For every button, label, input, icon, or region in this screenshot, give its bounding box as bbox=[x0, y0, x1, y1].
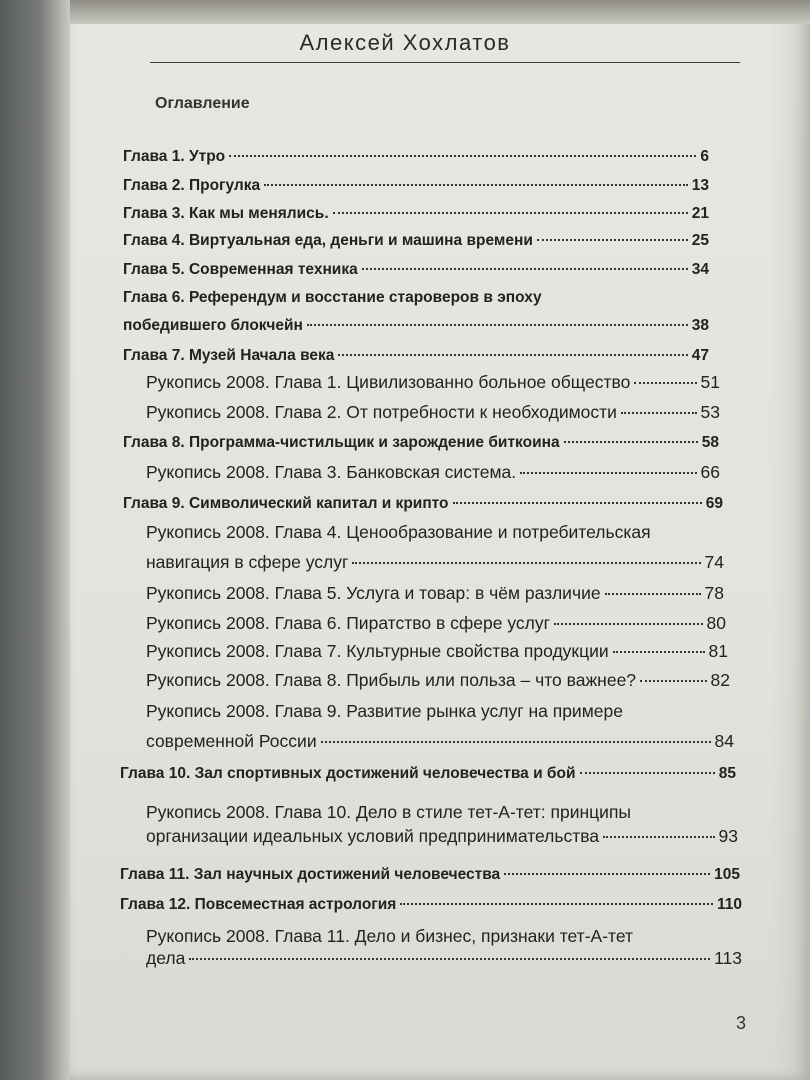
toc-entry-page: 78 bbox=[704, 583, 724, 603]
toc-entry-page: 53 bbox=[700, 402, 720, 422]
toc-entry-title: Рукопись 2008. Глава 6. Пиратство в сфере услуг bbox=[146, 613, 550, 633]
toc-entry-title: Рукопись 2008. Глава 3. Банковская система. bbox=[146, 462, 517, 482]
toc-entry-page: 110 bbox=[716, 896, 742, 913]
toc-entry-page: 34 bbox=[691, 261, 709, 278]
toc-entry[interactable] bbox=[120, 896, 742, 914]
toc-entry-title: Глава 4. Виртуальная еда, деньги и машина времени bbox=[123, 232, 533, 249]
toc-leader bbox=[307, 324, 688, 326]
toc-entry-page: 69 bbox=[705, 495, 723, 512]
toc-entry-title: современной России bbox=[146, 731, 317, 751]
header-rule bbox=[150, 62, 740, 63]
toc-entry-title: организации идеальных условий предпринимательства bbox=[146, 826, 600, 846]
toc-entry[interactable] bbox=[123, 434, 719, 452]
toc-entry-title: Глава 7. Музей Начала века bbox=[123, 347, 335, 364]
toc-subentry[interactable] bbox=[146, 948, 742, 969]
toc-entry-page: 84 bbox=[714, 731, 734, 751]
toc-entry-page: 66 bbox=[700, 462, 720, 482]
toc-leader bbox=[640, 680, 706, 682]
toc-entry-title: Глава 12. Повсеместная астрология bbox=[120, 896, 397, 913]
toc-subentry-title-line1: Рукопись 2008. Глава 10. Дело в стиле тет-А-тет: принципы bbox=[146, 802, 632, 822]
toc-entry-title: Рукопись 2008. Глава 1. Цивилизованно больное общество bbox=[146, 372, 631, 392]
toc-subentry[interactable] bbox=[146, 372, 720, 393]
toc-entry[interactable] bbox=[120, 765, 736, 783]
toc-entry[interactable] bbox=[123, 261, 709, 279]
toc-entry-page: 21 bbox=[691, 205, 709, 222]
page-right-shadow bbox=[770, 24, 810, 1080]
toc-subentry[interactable] bbox=[146, 402, 720, 423]
toc-leader bbox=[333, 212, 688, 214]
toc-subentry[interactable] bbox=[146, 731, 734, 752]
toc-entry-title: навигация в сфере услуг bbox=[146, 552, 349, 572]
toc-subentry[interactable] bbox=[146, 826, 738, 847]
toc-leader bbox=[580, 772, 715, 774]
toc-leader bbox=[621, 412, 697, 414]
toc-entry-title: Глава 1. Утро bbox=[123, 148, 226, 165]
toc-entry-page: 80 bbox=[706, 613, 726, 633]
toc-entry[interactable] bbox=[120, 866, 740, 884]
toc-entry[interactable] bbox=[123, 177, 709, 195]
toc-leader bbox=[554, 623, 703, 625]
toc-entry-page: 6 bbox=[700, 148, 709, 165]
toc-entry-page: 13 bbox=[691, 177, 709, 194]
toc-leader bbox=[264, 184, 688, 186]
toc-entry-page: 58 bbox=[701, 434, 719, 451]
toc-entry[interactable] bbox=[123, 495, 723, 513]
toc-entry-page: 85 bbox=[718, 765, 736, 782]
toc-subentry[interactable] bbox=[146, 462, 720, 483]
toc-subentry[interactable] bbox=[146, 552, 724, 573]
toc-entry-title: Глава 3. Как мы менялись. bbox=[123, 205, 329, 222]
toc-entry[interactable] bbox=[123, 148, 709, 166]
toc-entry[interactable] bbox=[123, 205, 709, 223]
page-number: 3 bbox=[736, 1013, 747, 1033]
toc-entry-title: победившего блокчейн bbox=[123, 317, 303, 334]
toc-leader bbox=[400, 903, 713, 905]
toc-leader bbox=[634, 382, 696, 384]
toc-subentry-title-line1: Рукопись 2008. Глава 9. Развитие рынка услуг на примере bbox=[146, 701, 623, 721]
toc-leader bbox=[504, 873, 710, 875]
toc-entry-title: Глава 5. Современная техника bbox=[123, 261, 358, 278]
toc-entry-page: 25 bbox=[691, 232, 709, 249]
toc-leader bbox=[362, 268, 688, 270]
toc-entry-page: 81 bbox=[708, 641, 728, 661]
toc-subentry-title-line1: Рукопись 2008. Глава 4. Ценообразование и потребительская bbox=[146, 522, 651, 542]
toc-entry[interactable] bbox=[123, 347, 709, 365]
toc-subentry-title-line1: Рукопись 2008. Глава 11. Дело и бизнес, признаки тет-А-тет bbox=[146, 926, 634, 946]
toc-entry-page: 51 bbox=[700, 372, 720, 392]
toc-entry-title: Глава 2. Прогулка bbox=[123, 177, 261, 194]
toc-leader bbox=[229, 155, 696, 157]
toc-entry-title: Рукопись 2008. Глава 7. Культурные свойства продукции bbox=[146, 641, 609, 661]
toc-subentry[interactable] bbox=[146, 641, 728, 662]
running-header-author: Алексей Хохлатов bbox=[299, 30, 511, 55]
toc-leader bbox=[338, 354, 687, 356]
toc-leader bbox=[564, 441, 698, 443]
toc-entry-title: Глава 11. Зал научных достижений человечества bbox=[120, 866, 501, 883]
toc-leader bbox=[520, 472, 696, 474]
toc-entry-title-line1: Глава 6. Референдум и восстание староверов в эпоху bbox=[123, 289, 542, 306]
toc-subentry[interactable] bbox=[146, 583, 724, 604]
toc-entry-page: 82 bbox=[710, 670, 730, 690]
toc-entry-page: 113 bbox=[714, 948, 742, 968]
toc-leader bbox=[613, 651, 705, 653]
toc-entry-title: Глава 10. Зал спортивных достижений человечества и бой bbox=[120, 765, 576, 782]
toc-subentry[interactable] bbox=[146, 613, 726, 634]
page-top-edge bbox=[70, 0, 810, 24]
toc-title: Оглавление bbox=[155, 95, 250, 112]
toc-entry-title: Глава 8. Программа-чистильщик и зарождение биткоина bbox=[123, 434, 560, 451]
toc-entry-title: дела bbox=[146, 948, 186, 968]
toc-entry-page: 47 bbox=[691, 347, 709, 364]
toc-leader bbox=[605, 593, 701, 595]
toc-entry-page: 93 bbox=[718, 826, 738, 846]
toc-entry-page: 105 bbox=[714, 866, 740, 883]
toc-leader bbox=[603, 836, 714, 838]
toc-entry[interactable] bbox=[123, 317, 709, 335]
toc-entry-title: Рукопись 2008. Глава 5. Услуга и товар: в чём различие bbox=[146, 583, 601, 603]
toc-entry-title: Рукопись 2008. Глава 8. Прибыль или польза – что важнее? bbox=[146, 670, 637, 690]
toc-leader bbox=[189, 958, 710, 960]
toc-subentry[interactable] bbox=[146, 670, 730, 691]
toc-leader bbox=[321, 741, 711, 743]
toc-entry-page: 74 bbox=[704, 552, 724, 572]
toc-entry-title: Рукопись 2008. Глава 2. От потребности к необходимости bbox=[146, 402, 617, 422]
toc-entry[interactable] bbox=[123, 232, 709, 250]
toc-leader bbox=[352, 562, 700, 564]
toc-leader bbox=[453, 502, 702, 504]
toc-entry-title: Глава 9. Символический капитал и крипто bbox=[123, 495, 449, 512]
toc-entry-page: 38 bbox=[691, 317, 709, 334]
toc-leader bbox=[537, 239, 688, 241]
